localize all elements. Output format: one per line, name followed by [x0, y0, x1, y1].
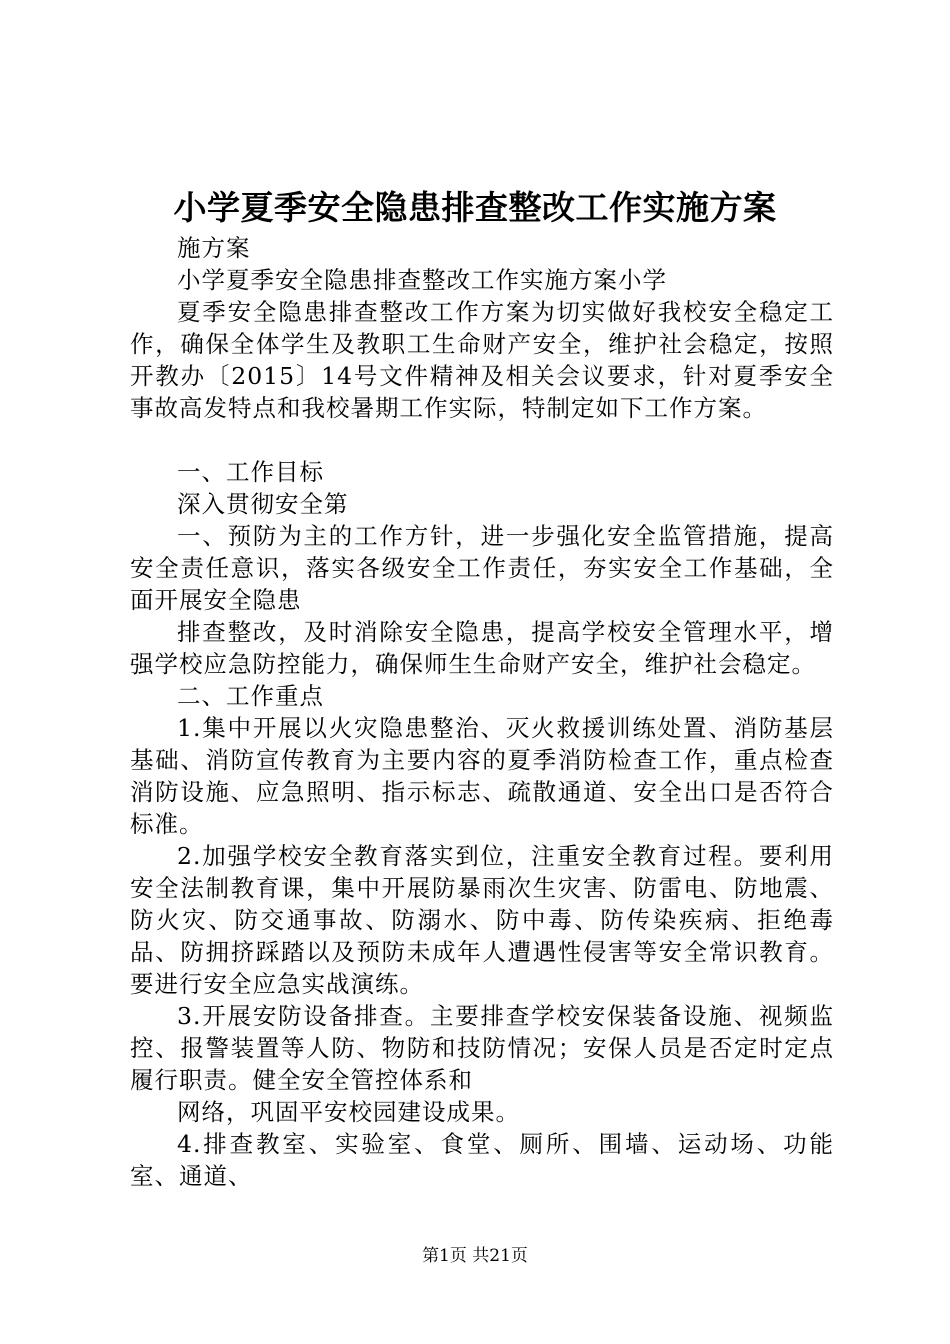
page-footer: 第1页 共21页 [422, 1246, 528, 1266]
paragraph: 深入贯彻安全第 [177, 490, 349, 518]
paragraph: 一、预防为主的工作方针，进一步强化安全监管措施，提高安全责任意识，落实各级安全工作责任，夯实安全工作基础，全面开展安全隐患 [130, 522, 834, 614]
list-item: 2.加强学校安全教育落实到位，注重安全教育过程。要利用安全法制教育课，集中开展防暴雨次生灾害、防雷电、防地震、防火灾、防交通事故、防溺水、防中毒、防传染疾病、拒绝毒品、防拥挤踩踏以及预防未成年人遭遇性侵害等安全常识教育。要进行安全应急实战演练。 [130, 842, 834, 998]
paragraph: 排查整改，及时消除安全隐患，提高学校安全管理水平，增强学校应急防控能力，确保师生生命财产安全，维护社会稳定。 [130, 618, 834, 678]
list-item: 1.集中开展以火灾隐患整治、灭火救援训练处置、消防基层基础、消防宣传教育为主要内容的夏季消防检查工作，重点检查消防设施、应急照明、指示标志、疏散通道、安全出口是否符合标准。 [130, 714, 834, 838]
paragraph: 网络，巩固平安校园建设成果。 [177, 1098, 520, 1126]
list-item: 4.排查教室、实验室、食堂、厕所、围墙、运动场、功能室、通道、 [130, 1130, 834, 1190]
document-body [130, 232, 834, 1192]
section-heading: 二、工作重点 [177, 682, 324, 710]
paragraph: 小学夏季安全隐患排查整改工作实施方案小学 [177, 266, 667, 294]
section-heading: 一、工作目标 [177, 458, 324, 486]
document-title: 小学夏季安全隐患排查整改工作实施方案 [173, 188, 777, 227]
paragraph: 施方案 [177, 234, 251, 262]
list-item: 3.开展安防设备排查。主要排查学校安保装备设施、视频监控、报警装置等人防、物防和技防情况；安保人员是否定时定点履行职责。健全安全管控体系和 [130, 1002, 834, 1094]
paragraph: 夏季安全隐患排查整改工作方案为切实做好我校安全稳定工作，确保全体学生及教职工生命财产安全，维护社会稳定，按照开教办〔2015〕14号文件精神及相关会议要求，针对夏季安全事故高发特点和我校暑期工作实际，特制定如下工作方案。 [130, 298, 834, 422]
